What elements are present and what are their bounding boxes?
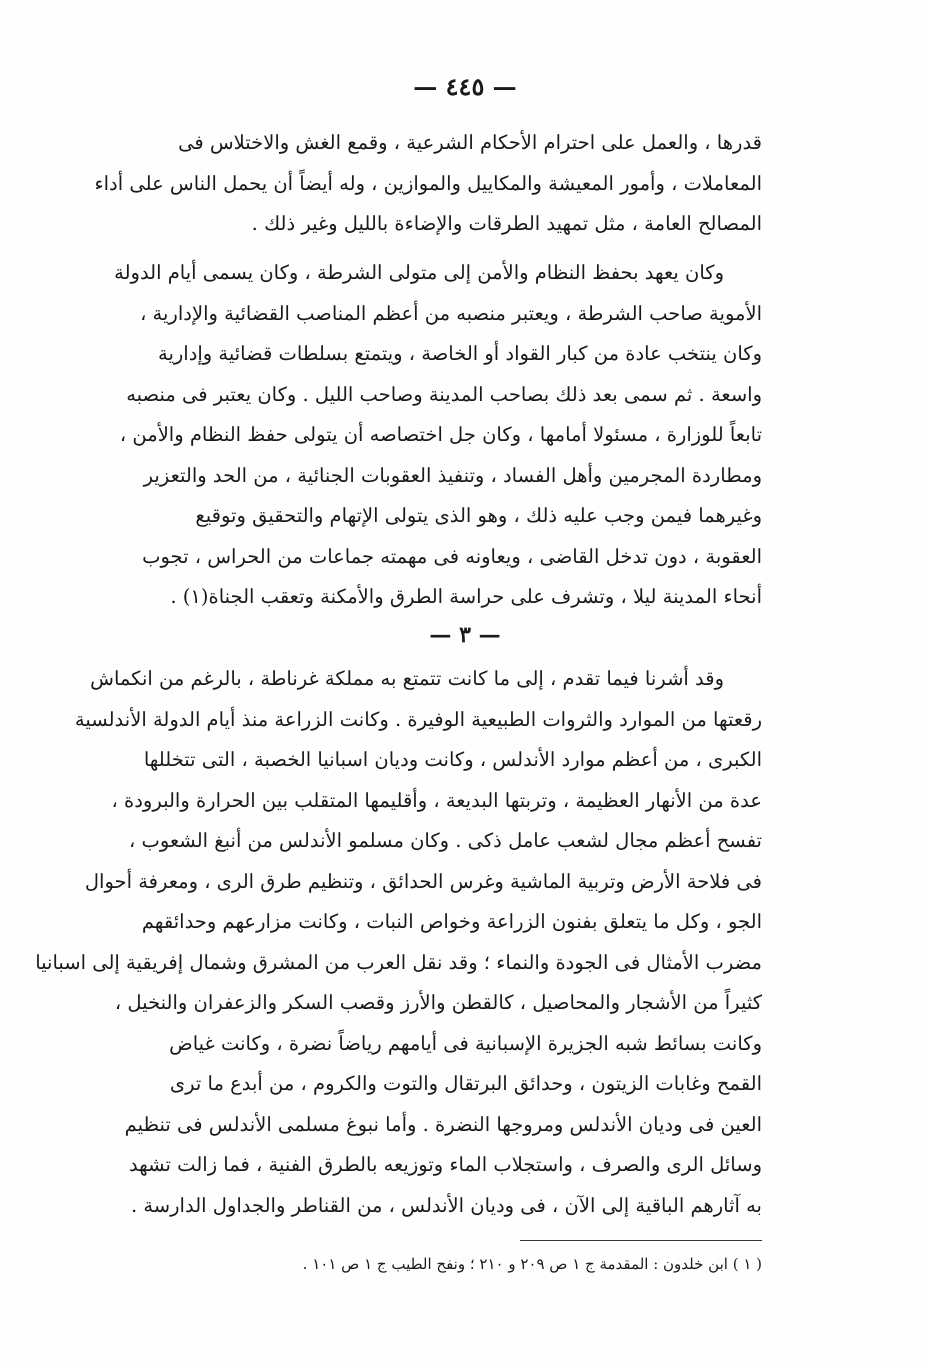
text-line: وكان يعهد بحفظ النظام والأمن إلى متولى الشرطة ، وكان يسمى أيام الدولة	[114, 261, 724, 284]
text-line: رقعتها من الموارد والثروات الطبيعية الوفيرة . وكانت الزراعة منذ أيام الدولة الأندلسية	[74, 707, 762, 731]
text-line: الأموية صاحب الشرطة ، ويعتبر منصبه من أعظم المناصب القضائية والإدارية ،	[140, 301, 762, 325]
text-line: العقوبة ، دون تدخل القاضى ، ويعاونه فى مهمته جماعات من الحراس ، تجوب	[142, 544, 762, 568]
text-line: فى فلاحة الأرض وتربية الماشية وغرس الحدائق ، وتنظيم طرق الرى ، ومعرفة أحوال	[84, 869, 762, 893]
text-line: وكان ينتخب عادة من كبار القواد أو الخاصة ، ويتمتع بسلطات قضائية وإدارية	[157, 342, 762, 365]
footnote: ( ١ ) ابن خلدون : المقدمة ج ١ ص ٢٠٩ و ٢١٠ ؛ ونفح الطيب ج ١ ص ١٠١ .	[302, 1255, 762, 1273]
text-line: تابعاً للوزارة ، مسئولا أمامها ، وكان جل اختصاصه أن يتولى حفظ النظام والأمن ،	[119, 423, 762, 446]
text-line: مضرب الأمثال فى الجودة والنماء ؛ وقد نقل العرب من المشرق وشمال إفريقية إلى اسبانيا	[35, 950, 762, 974]
paragraph-1	[94, 123, 762, 245]
text-line: به آثارهم الباقية إلى الآن ، فى وديان الأندلس ، من القناطر والجداول الدارسة .	[130, 1193, 762, 1217]
text-line: عدة من الأنهار العظيمة ، وتربتها البديعة ، وأقليمها المتقلب بين الحرارة والبرودة ،	[111, 788, 762, 812]
page-number: — ٤٤٥ —	[413, 72, 517, 101]
text-line: تفسح أعظم مجال لشعب عامل ذكى . وكان مسلمو الأندلس من أنبغ الشعوب ،	[128, 829, 762, 852]
section-number: — ٣ —	[429, 622, 501, 648]
text-line: وكانت بسائط شبه الجزيرة الإسبانية فى أيامهم رياضاً نضرة ، وكانت غياض	[169, 1031, 762, 1055]
text-line: العين فى وديان الأندلس ومروجها النضرة . وأما نبوغ مسلمى الأندلس فى تنظيم	[124, 1112, 762, 1136]
text-line: كثيراً من الأشجار والمحاصيل ، كالقطن والأرز وقصب السكر والزعفران والنخيل ،	[114, 991, 762, 1014]
text-line: وقد أشرنا فيما تقدم ، إلى ما كانت تتمتع به مملكة غرناطة ، بالرغم من انكماش	[90, 667, 724, 690]
paragraph-3	[35, 659, 762, 1226]
footnote-divider	[520, 1240, 762, 1241]
text-line: ومطاردة المجرمين وأهل الفساد ، وتنفيذ العقوبات الجنائية ، من الحد والتعزير	[143, 463, 762, 487]
text-line: المعاملات ، وأمور المعيشة والمكاييل والموازين ، وله أيضاً أن يحمل الناس على أداء	[94, 171, 762, 195]
text-line: أنحاء المدينة ليلا ، وتشرف على حراسة الطرق والأمكنة وتعقب الجناة(١) .	[170, 585, 762, 608]
paragraph-2	[114, 253, 762, 618]
text-line: وسائل الرى والصرف ، واستجلاب الماء وتوزيعه بالطرق الفنية ، فما زالت تشهد	[128, 1153, 762, 1176]
text-line: قدرها ، والعمل على احترام الأحكام الشرعية ، وقمع الغش والاختلاس فى	[178, 131, 762, 154]
text-line: واسعة . ثم سمى بعد ذلك بصاحب المدينة وصاحب الليل . وكان يعتبر فى منصبه	[126, 382, 762, 406]
text-line: الكبرى ، من أعظم موارد الأندلس ، وكانت وديان اسبانيا الخصبة ، التى تتخللها	[143, 748, 762, 771]
text-line: الجو ، وكل ما يتعلق بفنون الزراعة وخواص النبات ، وكانت مزارعهم وحدائقهم	[141, 910, 762, 933]
text-line: المصالح العامة ، مثل تمهيد الطرقات والإضاءة بالليل وغير ذلك .	[251, 212, 762, 235]
text-line: وغيرهما فيمن وجب عليه ذلك ، وهو الذى يتولى الإتهام والتحقيق وتوقيع	[195, 504, 762, 527]
text-line: القمح وغابات الزيتون ، وحدائق البرتقال والتوت والكروم ، من أبدع ما ترى	[169, 1072, 762, 1095]
